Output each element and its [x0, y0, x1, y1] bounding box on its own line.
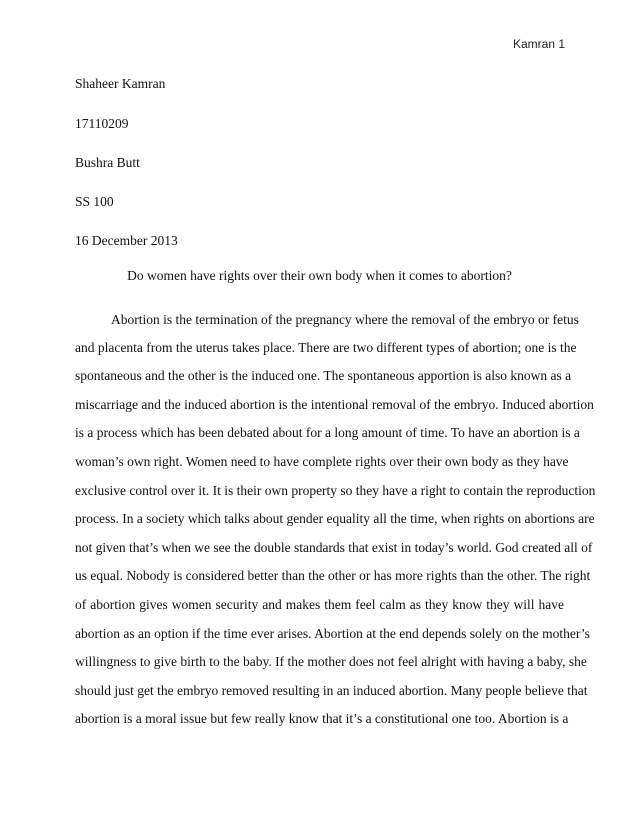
body-text-line: not given that’s when we see the double standards that exist in today’s world. God created all of: [75, 540, 593, 555]
body-text-line: woman’s own right. Women need to have complete rights over their own body as they have: [75, 454, 569, 469]
student-id: 17110209: [75, 116, 129, 131]
body-text-line: process. In a society which talks about gender equality all the time, when rights on abortions are: [75, 511, 595, 526]
body-text-line: exclusive control over it. It is their own property so they have a right to contain the reproduction: [75, 483, 596, 498]
instructor-name: Bushra Butt: [75, 155, 140, 170]
essay-title: Do women have rights over their own body when it comes to abortion?: [127, 268, 512, 283]
essay-date: 16 December 2013: [75, 233, 178, 248]
body-text-line: abortion is a moral issue but few really know that it’s a constitutional one too. Abortion is a: [75, 711, 569, 726]
body-text-line: of abortion gives women security and makes them feel calm as they know they will have: [75, 597, 564, 612]
body-text-line: miscarriage and the induced abortion is the intentional removal of the embryo. Induced abortion: [75, 397, 594, 412]
body-text-line: spontaneous and the other is the induced one. The spontaneous apportion is also known as a: [75, 368, 572, 383]
body-text-line: willingness to give birth to the baby. If the mother does not feel alright with having a baby, she: [75, 654, 587, 669]
body-text-line: and placenta from the uterus takes place. There are two different types of abortion; one is the: [75, 340, 577, 355]
body-text-line: us equal. Nobody is considered better than the other or has more rights than the other. The right: [75, 568, 591, 583]
body-text-line: Abortion is the termination of the pregnancy where the removal of the embryo or fetus: [111, 312, 579, 327]
course-code: SS 100: [75, 194, 114, 209]
body-text-line: is a process which has been debated about for a long amount of time. To have an abortion is a: [75, 425, 580, 440]
body-text-line: should just get the embryo removed resulting in an induced abortion. Many people believe that: [75, 683, 588, 698]
body-text-line: abortion as an option if the time ever arises. Abortion at the end depends solely on the mother’s: [75, 626, 590, 641]
running-header: Kamran 1: [512, 37, 565, 51]
author-name: Shaheer Kamran: [75, 76, 166, 91]
